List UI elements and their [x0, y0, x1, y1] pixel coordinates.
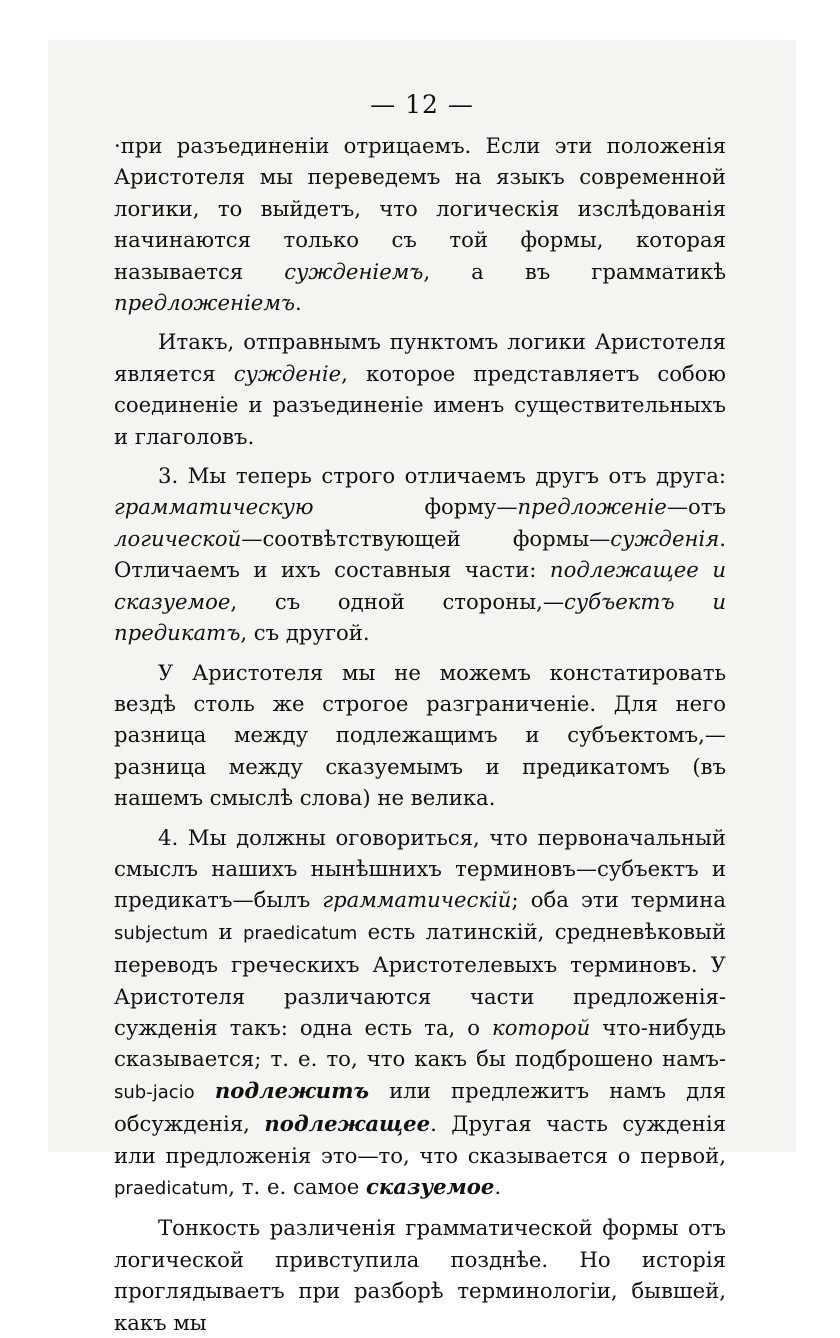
text-run: , которое представляетъ собою соединенiе и разъединенiе именъ существительныхъ и глаголовъ.: [114, 360, 726, 449]
text-run: Итакъ, отправнымъ пунктомъ логики Аристотеля является: [114, 329, 726, 386]
text-run: , т. е. самое: [228, 1174, 366, 1199]
text-run: или предлежитъ намъ для обсужденiя,: [114, 1077, 726, 1137]
text-run: , съ одной стороны,—: [230, 588, 565, 614]
text-run: , а въ грамматикѣ: [423, 258, 726, 284]
text-run: [195, 1078, 215, 1103]
text-run: 3. Мы теперь строго отличаемъ другъ отъ друга:: [158, 463, 726, 489]
emphasized-text: сужденiя: [610, 525, 720, 551]
text-run: . Отличаемъ и ихъ составныя части:: [114, 525, 726, 583]
text-run: что-нибудь сказывается; т. е. то, что какъ бы подброшено намъ-: [114, 1014, 726, 1072]
paragraph: [114, 822, 726, 1205]
text-run: . Другая часть сужденiя или предложенiя это—то, что сказывается о первой,: [114, 1111, 727, 1168]
page-text: [114, 130, 726, 1338]
text-run: ; оба эти термина: [511, 887, 727, 913]
text-run: ·при разъединенiи отрицаемъ. Если эти положенiя Аристотеля мы переведемъ на языкъ современной логики, то выйдетъ, что логическiя изслѣдованiя начинаются только съ той формы, которая называется: [114, 133, 726, 284]
paragraph: [114, 657, 726, 814]
emphasized-text: сказуемое: [365, 1174, 495, 1199]
emphasized-text: подлежитъ: [214, 1077, 369, 1103]
text-run: , съ другой.: [240, 620, 370, 646]
emphasized-text: сужденiемъ: [284, 258, 424, 284]
latin-term: subjectum: [114, 922, 209, 944]
text-run: есть латинскiй, средневѣковый переводъ греческихъ Аристотелевыхъ терминовъ. У Аристотеля различаются части предложенiя-сужденiя такъ: одна есть та, о: [114, 918, 726, 1040]
emphasized-text: которой: [492, 1014, 591, 1040]
emphasized-text: предложенiе: [517, 494, 667, 520]
emphasized-text: предложенiемъ: [114, 290, 296, 316]
text-run: У Аристотеля мы не можемъ констатировать вездѣ столь же строгое разграниченiе. Для него разница между подлежащимъ и субъектомъ,—разница между сказуемымъ и предикатомъ (въ нашемъ смыслѣ слова) не велика.: [114, 659, 726, 811]
page-number: — 12 —: [370, 90, 474, 119]
text-run: форму—: [313, 494, 518, 520]
emphasized-text: логической: [114, 525, 242, 551]
paragraph: [114, 460, 726, 648]
emphasized-text: субъектъ и предикатъ: [114, 588, 726, 646]
emphasized-text: грамматическiй: [322, 887, 512, 913]
text-run: 4. Мы должны оговориться, что первоначальный смыслъ нашихъ нынѣшнихъ терминовъ—субъектъ и предикатъ—былъ: [114, 824, 726, 913]
book-page: [48, 40, 796, 1335]
latin-term: praedicatum: [242, 922, 358, 944]
paragraph: [114, 1212, 726, 1338]
emphasized-text: сужденiе: [233, 360, 342, 386]
paragraph: [114, 326, 726, 452]
text-run: .: [295, 290, 302, 316]
text-run: Тонкость различенiя грамматической формы отъ логической привступила позднѣе. Но исторiя проглядываетъ при разборѣ терминологiи, бывшей, какъ мы: [114, 1215, 726, 1335]
emphasized-text: подлежащее и сказуемое: [114, 557, 726, 614]
text-run: —отъ: [666, 494, 726, 520]
latin-term: sub-jacio: [114, 1081, 195, 1103]
text-run: .: [494, 1174, 502, 1199]
text-run: —соотвѣтствующей формы—: [241, 525, 611, 551]
text-run: и: [208, 918, 243, 944]
paragraph: [114, 130, 726, 318]
emphasized-text: грамматическую: [114, 494, 314, 520]
emphasized-text: подлежащее: [264, 1111, 431, 1137]
latin-term: praedicatum: [114, 1178, 229, 1199]
